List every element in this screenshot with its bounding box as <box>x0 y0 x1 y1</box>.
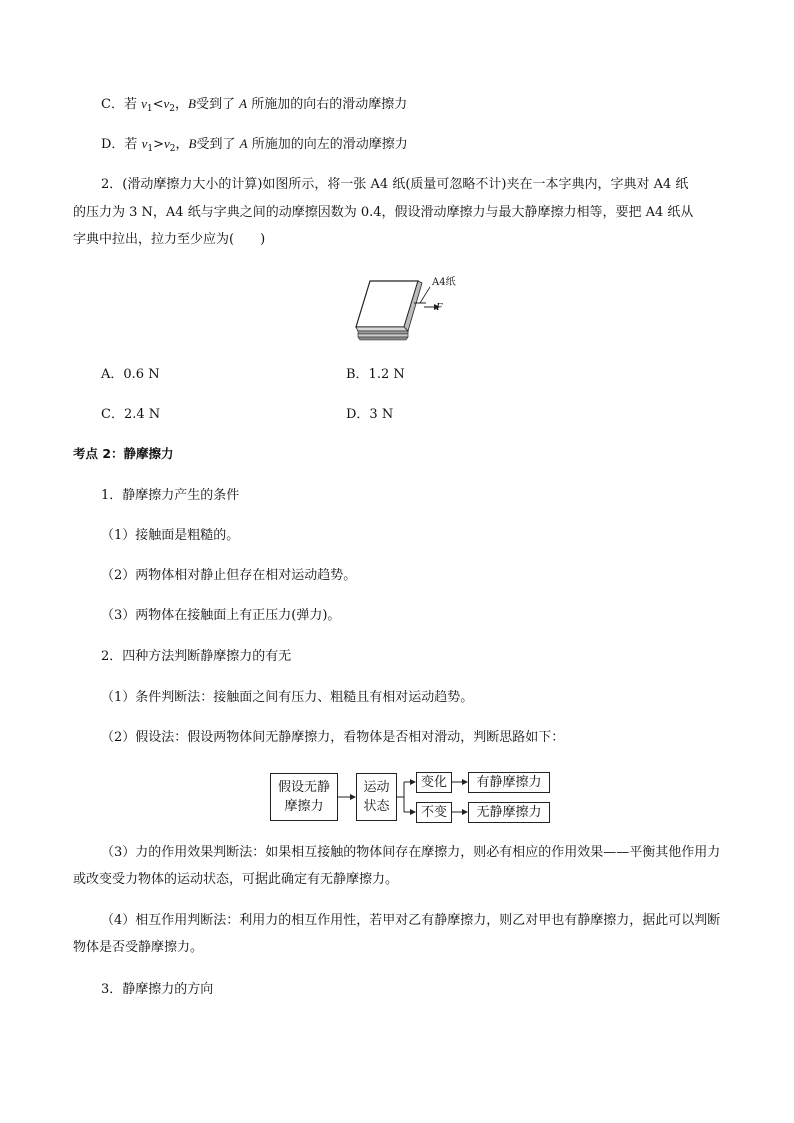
q2-option-a: A．0.6 N <box>101 367 160 382</box>
var-b: B <box>188 96 196 111</box>
q2-option-d: D．3 N <box>346 407 394 422</box>
var-b: B <box>188 136 197 151</box>
punct: ， <box>175 97 189 112</box>
option-c-prev <box>101 95 407 118</box>
s3-title: 3．静摩擦力的方向 <box>101 982 214 997</box>
flow-start-box <box>270 773 338 821</box>
s2-item-3: （3）力的作用效果判断法：如果相互接触的物体间存在摩擦力，则必有相应的作用效果——平衡其他作用力或改变受力物体的运动状态，可据此确定有无静摩擦力。 <box>73 845 721 887</box>
flow-has-friction-box: 有静摩擦力 <box>468 772 550 793</box>
relation: < <box>152 97 164 112</box>
var-v: v <box>141 136 148 151</box>
subscript: 1 <box>146 104 153 114</box>
flow-diagram <box>270 772 555 824</box>
subscript: 2 <box>169 144 176 154</box>
var-a: A <box>239 136 248 151</box>
punct: ， <box>175 137 189 152</box>
s2-item-2: （2）假设法：假设两物体间无静摩擦力，看物体是否相对滑动，判断思路如下： <box>101 730 565 745</box>
q2-option-c: C．2.4 N <box>101 407 161 422</box>
var-v: v <box>141 96 147 111</box>
subscript: 1 <box>147 144 154 154</box>
flow-nochange-box: 不变 <box>416 802 452 823</box>
s1-title: 1．静摩擦力产生的条件 <box>101 488 240 503</box>
question2-line2: 的压力为 3 N，A4 纸与字典之间的动摩擦因数为 0.4，假设滑动摩擦力与最大静摩擦力相等，要把 A4 纸从 <box>73 205 694 220</box>
option-text: 受到了 <box>196 97 240 112</box>
label-force-f: F <box>436 301 443 313</box>
section-heading: 考点 2：静摩擦力 <box>73 446 174 461</box>
s1-item-2: （2）两物体相对静止但存在相对运动趋势。 <box>101 568 357 583</box>
subscript: 2 <box>169 104 176 114</box>
s2-item-1: （1）条件判断法：接触面之间有压力、粗糙且有相对运动趋势。 <box>101 690 474 705</box>
question2-line3: 字典中拉出，拉力至少应为( ) <box>73 232 266 247</box>
flow-change-box: 变化 <box>416 772 452 793</box>
flow-state-box <box>356 773 397 821</box>
option-text: D．若 <box>101 137 142 152</box>
dictionary-drawing <box>350 275 480 345</box>
option-text: 所施加的向右的滑动摩擦力 <box>247 97 408 112</box>
s1-item-1: （1）接触面是粗糙的。 <box>101 528 240 543</box>
relation: > <box>153 137 164 152</box>
s2-title: 2．四种方法判断静摩擦力的有无 <box>101 649 292 664</box>
flow-start-line2: 摩擦力 <box>284 799 324 814</box>
flow-state-line2: 状态 <box>363 799 390 814</box>
var-a: A <box>239 96 248 111</box>
q2-option-b: B．1.2 N <box>346 367 405 382</box>
option-text: 受到了 <box>196 137 240 152</box>
option-text: C．若 <box>101 97 142 112</box>
flow-no-friction-box: 无静摩擦力 <box>468 802 550 823</box>
flow-state-line1: 运动 <box>363 780 390 795</box>
option-d-prev <box>101 135 408 158</box>
s1-item-3: （3）两物体在接触面上有正压力(弹力)。 <box>101 608 341 623</box>
var-v: v <box>163 136 170 151</box>
question2-line1: 2．(滑动摩擦力大小的计算)如图所示，将一张 A4 纸(质量可忽略不计)夹在一本字典内，字典对 A4 纸 <box>101 177 689 192</box>
flow-start-line1: 假设无静 <box>277 780 330 795</box>
label-a4-paper: A4纸 <box>432 277 456 288</box>
dictionary-figure <box>350 275 480 345</box>
var-v: v <box>163 96 170 111</box>
option-text: 所施加的向左的滑动摩擦力 <box>247 137 408 152</box>
s2-item-4: （4）相互作用判断法：利用力的相互作用性，若甲对乙有静摩擦力，则乙对甲也有静摩擦力，据此可以判断物体是否受静摩擦力。 <box>73 913 721 955</box>
